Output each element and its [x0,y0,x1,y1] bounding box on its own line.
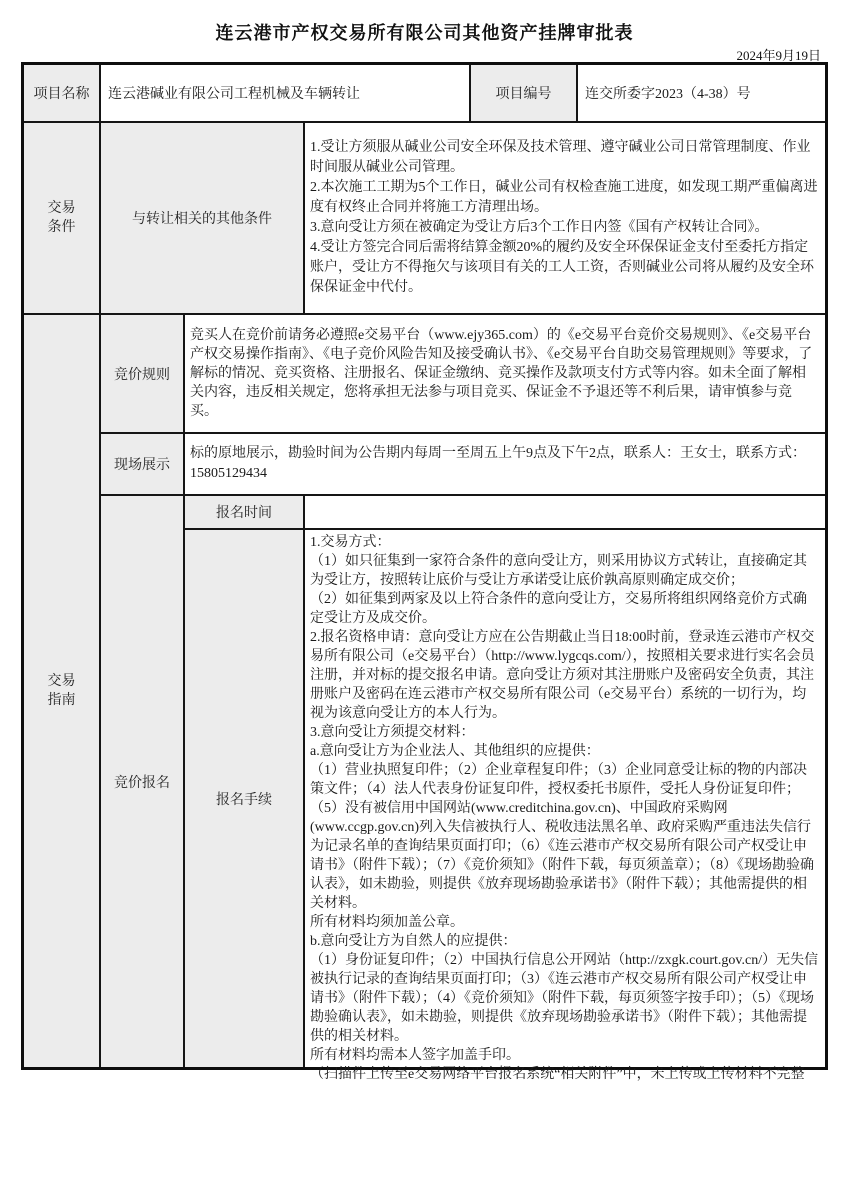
conditions-row-label: 与转让相关的其他条件 [101,123,305,313]
registration-time-label: 报名时间 [185,496,305,528]
bidding-rules-text: 竞买人在竞价前请务必遵照e交易平台（www.ejy365.com）的《e交易平台竞价交易规则》、《e交易平台产权交易操作指南》、《电子竞价风险告知及接受确认书》、《e交易平台自助交易管理规则》等要求，了解标的情况、竞买资格、注册报名、保证金缴纳、竞买操作及款项支付方式等内容。如未全面了解相关内容，违反相关规定，您将承担无法参与项目竞买、保证金不予退还等不利后果，请审慎参与竞买。 [190,328,813,419]
conditions-category-label [24,123,101,313]
conditions-paragraph: 4.受让方签完合同后需将结算金额20%的履约及安全环保保证金支付至委托方指定账户，受让方不得拖欠与该项目有关的工人工资，否则碱业公司将从履约及安全环保保证金中代付。 [310,240,814,295]
project-info-row [24,65,825,123]
procedure-paragraph: 所有材料均须加盖公章。 [310,915,464,930]
registration-procedure-label: 报名手续 [185,530,305,1067]
procedure-paragraph: 2.报名资格申请：意向受让方应在公告期截止当日18:00时前，登录连云港市产权交易所有限公司（e交易平台）（http://www.lygcqs.com/），按照相关要求进行实名会员注册，并对标的提交报名申请。意向受让方须对其注册账户及密码安全负责，其注册账户及密码在连云港市产权交易所有限公司（e交易平台）系统的一切行为，均视为该意向受让方的本人行为。 [310,630,815,721]
guide-rows [101,315,825,1082]
project-name-label: 项目名称 [24,65,101,121]
guide-section [24,315,825,1082]
procedure-paragraph: （1）身份证复印件；（2）中国执行信息公开网站（http://zxgk.court.gov.cn/）无失信被执行记录的查询结果页面打印；（3）《连云港市产权交易所有限公司产权受让申请书》（附件下载）；（4）《竞价须知》（附件下载，每页须签字按手印）；（5）《现场勘验确认表》，如未勘验，则提供《放弃现场勘验承诺书》（附件下载）；其他需提供的相关材料。 [310,953,819,1044]
page-title: 连云港市产权交易所有限公司其他资产挂牌审批表 [215,23,634,43]
guide-category-label [24,315,101,1067]
bidding-rules-content [185,315,825,432]
conditions-content [305,123,825,313]
site-display-content [185,434,825,494]
registration-procedure-row [185,530,825,1082]
registration-label: 竞价报名 [101,496,185,1067]
procedure-paragraph: （扫描件上传至e交易网络平台报名系统“相关附件”中，未上传或上传材料不完整 [310,1067,805,1082]
approval-table [21,62,828,1082]
site-display-label: 现场展示 [101,434,185,494]
procedure-paragraph: 1.交易方式： [310,535,391,550]
registration-time-value [305,496,825,528]
conditions-paragraph: 1.受让方须服从碱业公司安全环保及技术管理、遵守碱业公司日常管理制度、作业时间服从碱业公司管理。 [310,140,811,175]
registration-procedure-content [305,530,825,1082]
registration-rows [185,496,825,1082]
site-display-row [101,434,825,496]
guide-category-text: 交易指南 [47,674,76,708]
document-date: 2024年9月19日 [736,48,821,63]
conditions-category-text: 交易条件 [47,201,76,235]
registration-time-row [185,496,825,530]
procedure-paragraph: a.意向受让方为企业法人、其他组织的应提供： [310,744,600,759]
registration-section [101,496,825,1082]
bidding-rules-label: 竞价规则 [101,315,185,432]
bidding-rules-row [101,315,825,434]
procedure-paragraph: （1）如只征集到一家符合条件的意向受让方，则采用协议方式转让，直接确定其为受让方，按照转让底价与受让方承诺受让底价孰高原则确定成交价； [310,554,807,588]
site-display-text: 标的原地展示，勘验时间为公告期内每周一至周五上午9点及下午2点，联系人：王女士，联系方式：15805129434 [190,446,806,481]
procedure-paragraph: 所有材料均需本人签字加盖手印。 [310,1048,520,1063]
procedure-paragraph: （2）如征集到两家及以上符合条件的意向受让方，交易所将组织网络竞价方式确定受让方及成交价。 [310,592,807,626]
project-number-label: 项目编号 [471,65,578,121]
conditions-paragraph: 2.本次施工工期为5个工作日，碱业公司有权检查施工进度，如发现工期严重偏离进度有权终止合同并将施工方清理出场。 [310,180,818,215]
conditions-row [24,123,825,315]
conditions-paragraph: 3.意向受让方须在被确定为受让方后3个工作日内签《国有产权转让合同》。 [310,220,769,235]
procedure-paragraph: b.意向受让方为自然人的应提供： [310,934,517,949]
project-name-value: 连云港碱业有限公司工程机械及车辆转让 [101,65,471,121]
procedure-paragraph: 3.意向受让方须提交材料： [310,725,475,740]
project-number-value: 连交所委字2023（4-38）号 [578,65,825,121]
procedure-paragraph: （1）营业执照复印件；（2）企业章程复印件；（3）企业同意受让标的物的内部决策文件；（4）法人代表身份证复印件，授权委托书原件，受托人身份证复印件；（5）没有被信用中国网站(www.creditchina.gov.cn)、中国政府采购网(www.ccgp.gov.cn)列入失信被执行人、税收违法黑名单、政府采购严重违法失信行为记录名单的查询结果页面打印；（6）《连云港市产权交易所有限公司产权受让申请书》（附件下载）；（7）《竞价须知》（附件下载，每页须盖章）；（8）《现场勘验确认表》，如未勘验，则提供《放弃现场勘验承诺书》（附件下载）；其他需提供的相关材料。 [310,763,814,911]
